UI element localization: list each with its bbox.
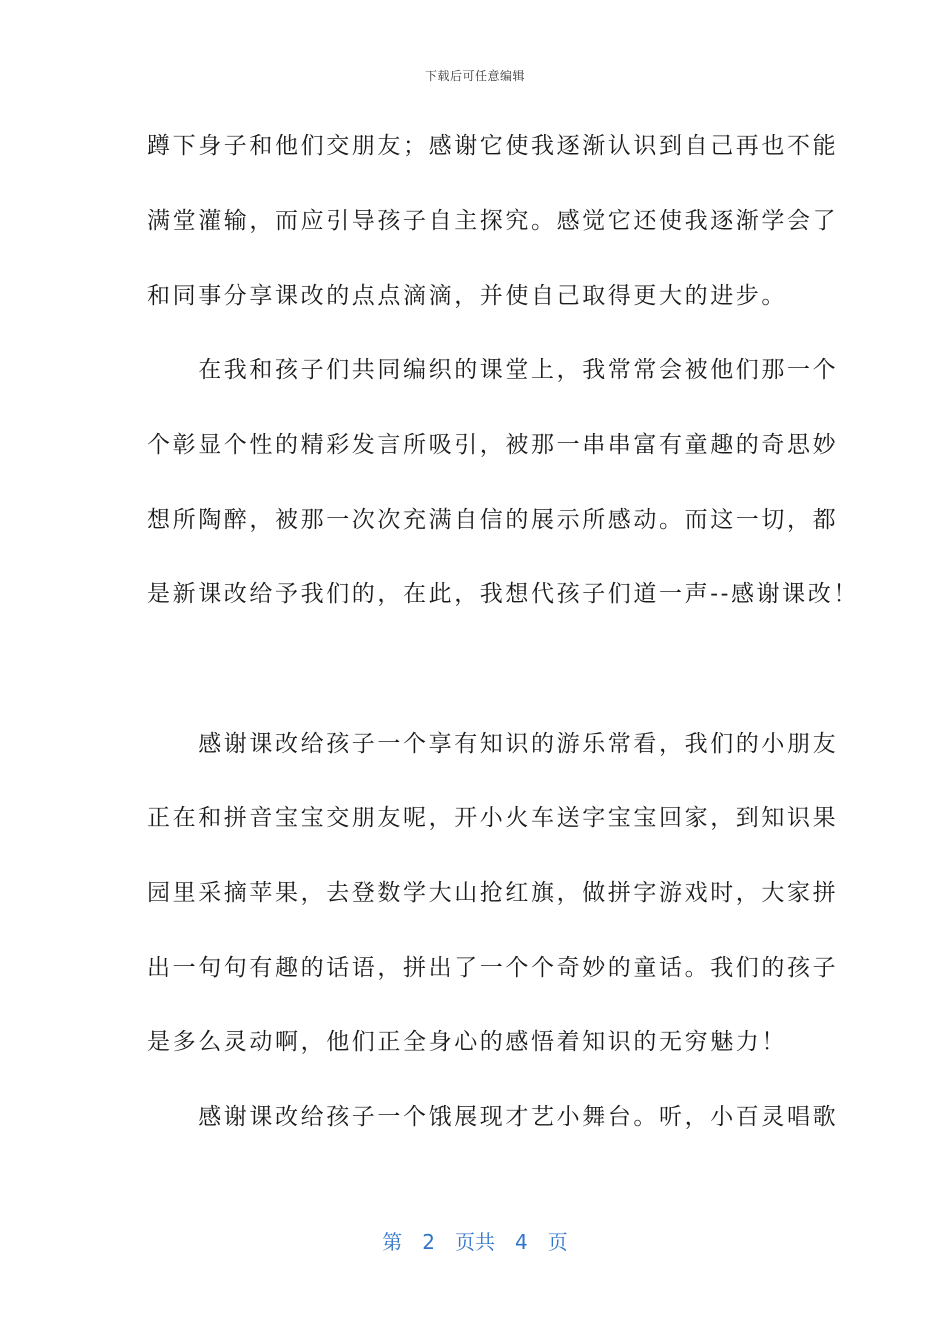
page-label-suffix: 页 [547, 1230, 568, 1254]
text-line: 是多么灵动啊，他们正全身心的感悟着知识的无穷魅力！ [147, 1029, 787, 1055]
page-label-mid: 页共 [455, 1230, 495, 1254]
text-line: 个彰显个性的精彩发言所吸引，被那一串串富有童趣的奇思妙 [147, 432, 839, 458]
total-pages-number: 4 [515, 1230, 528, 1254]
text-line: 出一句句有趣的话语，拼出了一个个奇妙的童话。我们的孩子 [147, 955, 839, 981]
text-line: 正在和拼音宝宝交朋友呢，开小火车送字宝宝回家，到知识果 [147, 805, 839, 831]
text-line: 想所陶醉，被那一次次充满自信的展示所感动。而这一切，都 [147, 507, 839, 533]
text-line: 在我和孩子们共同编织的课堂上，我常常会被他们那一个 [147, 357, 839, 383]
text-line: 感谢课改给孩子一个享有知识的游乐常看，我们的小朋友 [147, 731, 839, 757]
page-header: 下载后可任意编辑 [424, 69, 525, 83]
text-line: 感谢课改给孩子一个饿展现才艺小舞台。听，小百灵唱歌 [147, 1104, 839, 1130]
text-line: 满堂灌输，而应引导孩子自主探究。感觉它还使我逐渐学会了 [147, 208, 839, 234]
text-line: 蹲下身子和他们交朋友；感谢它使我逐渐认识到自己再也不能 [147, 133, 839, 159]
page-footer [0, 1226, 950, 1255]
text-line: 和同事分享课改的点点滴滴，并使自己取得更大的进步。 [147, 283, 787, 309]
text-line: 是新课改给予我们的，在此，我想代孩子们道一声--感谢课改！ [147, 581, 859, 607]
current-page-number: 2 [422, 1230, 435, 1254]
page-label-prefix: 第 [382, 1230, 403, 1254]
text-line: 园里采摘苹果，去登数学大山抢红旗，做拼字游戏时，大家拼 [147, 880, 839, 906]
